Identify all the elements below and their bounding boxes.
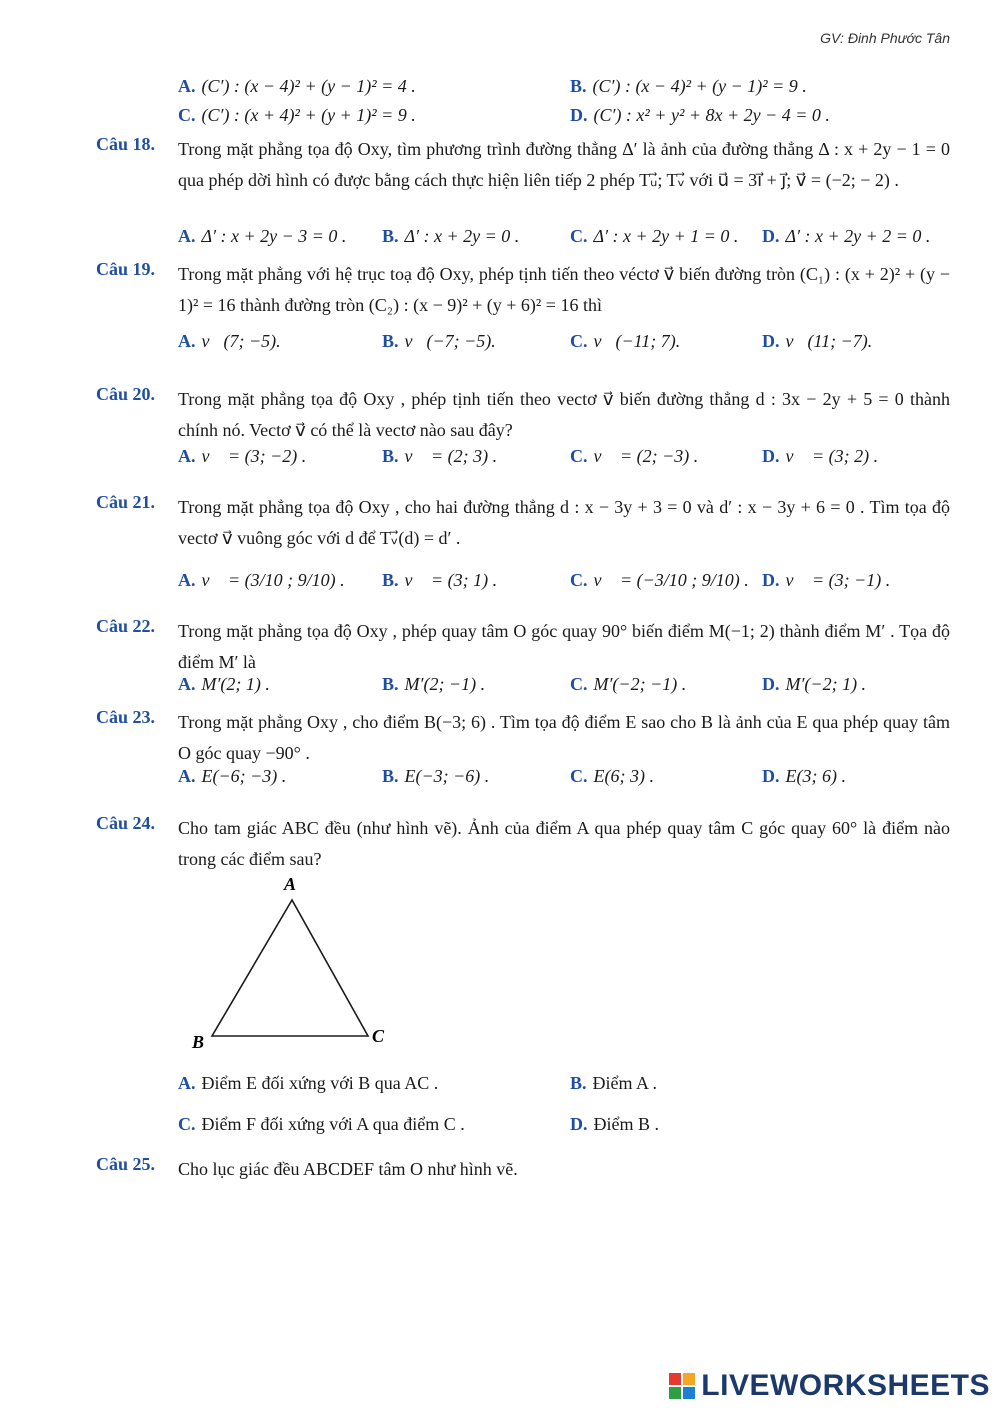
q24-option-d[interactable]: D. Điểm B . [570, 1114, 659, 1134]
logo-square [683, 1373, 695, 1385]
q22-option-a[interactable]: A. M′(2; 1) . [178, 674, 270, 694]
question-text: Trong mặt phẳng tọa độ Oxy , cho hai đường thẳng d : x − 3y + 3 = 0 và d′ : x − 3y + 6 = 0 . Tìm tọa độ vectơ v⃗ vuông góc với d để Tᵥ⃗(d) = d′ . [178, 497, 950, 548]
question-label: Câu 25. [96, 1154, 156, 1174]
q23-option-a[interactable]: A. E(−6; −3) . [178, 766, 287, 786]
q20-option-c[interactable]: C. v⃗ = (2; −3) . [570, 446, 699, 466]
q17-options-2 [178, 105, 978, 135]
q23-options [178, 766, 978, 796]
q20-option-d[interactable]: D. v⃗ = (3; 2) . [762, 446, 879, 466]
vertex-label-b: B [192, 1032, 205, 1052]
q23-option-d[interactable]: D. E(3; 6) . [762, 766, 846, 786]
question-18 [96, 134, 950, 196]
q19-option-c[interactable]: C. v⃗(−11; 7). [570, 331, 681, 351]
q18-option-d[interactable]: D. Δ′ : x + 2y + 2 = 0 . [762, 226, 931, 246]
q18-option-b[interactable]: B. Δ′ : x + 2y = 0 . [382, 226, 520, 246]
question-23 [96, 707, 950, 769]
question-label: Câu 22. [96, 616, 156, 636]
logo-square [683, 1387, 695, 1399]
q23-option-c[interactable]: C. E(6; 3) . [570, 766, 654, 786]
question-21 [96, 492, 950, 554]
logo-text: LIVEWORKSHEETS [701, 1369, 990, 1402]
q21-option-d[interactable]: D. v⃗ = (3; −1) . [762, 570, 891, 590]
question-label: Câu 19. [96, 259, 156, 279]
question-text: Cho lục giác đều ABCDEF tâm O như hình vẽ. [178, 1159, 518, 1179]
question-text: Trong mặt phẳng tọa độ Oxy , phép tịnh tiến theo vectơ v⃗ biến đường thẳng d : 3x − 2y + 5 = 0 thành chính nó. Vectơ v⃗ có thể là vectơ nào sau đây? [178, 389, 950, 440]
question-19 [96, 259, 950, 321]
q19-options [178, 331, 978, 361]
question-label: Câu 24. [96, 813, 156, 833]
logo-square [669, 1373, 681, 1385]
q22-option-b[interactable]: B. M′(2; −1) . [382, 674, 486, 694]
q22-options [178, 674, 978, 704]
question-22 [96, 616, 950, 678]
liveworksheets-logo [669, 1369, 990, 1403]
q20-option-a[interactable]: A. v⃗ = (3; −2) . [178, 446, 307, 466]
logo-mark-icon [669, 1373, 695, 1399]
q20-options [178, 446, 978, 476]
q24-options [178, 1073, 978, 1103]
question-text: Trong mặt phẳng tọa độ Oxy, tìm phương trình đường thẳng Δ′ là ảnh của đường thẳng Δ : x + 2y − 1 = 0 qua phép dời hình có được bằng cách thực hiện liên tiếp 2 phép Tᵤ⃗; Tᵥ⃗ với u⃗ = 3i⃗ + j⃗; v⃗ = (−2; − 2) . [178, 139, 950, 190]
author-header: GV: Đinh Phước Tân [820, 30, 950, 46]
triangle-figure [180, 870, 420, 1060]
question-label: Câu 18. [96, 134, 156, 154]
logo-square [669, 1387, 681, 1399]
q19-option-a[interactable]: A. v⃗(7; −5). [178, 331, 281, 351]
question-label: Câu 20. [96, 384, 156, 404]
q17-option-b[interactable]: B. (C′) : (x − 4)² + (y − 1)² = 9 . [570, 76, 807, 96]
q21-options [178, 570, 978, 600]
triangle-abc [212, 900, 368, 1036]
q24-option-c[interactable]: C. Điểm F đối xứng với A qua điểm C . [178, 1114, 465, 1134]
q17-option-a[interactable]: A. (C′) : (x − 4)² + (y − 1)² = 4 . [178, 76, 416, 96]
vertex-label-a: A [284, 874, 297, 894]
q21-option-b[interactable]: B. v⃗ = (3; 1) . [382, 570, 498, 590]
question-text: Trong mặt phẳng với hệ trục toạ độ Oxy, phép tịnh tiến theo véctơ v⃗ biến đường tròn (C₁) : (x + 2)² + (y − 1)² = 16 thành đường tròn (C₂) : (x − 9)² + (y + 6)² = 16 thì [178, 264, 950, 315]
question-label: Câu 23. [96, 707, 156, 727]
q24-option-b[interactable]: B. Điểm A . [570, 1073, 658, 1093]
q20-option-b[interactable]: B. v⃗ = (2; 3) . [382, 446, 498, 466]
q17-options [178, 76, 978, 106]
q21-option-c[interactable]: C. v⃗ = (−3/10 ; 9/10) . [570, 570, 749, 590]
question-label: Câu 21. [96, 492, 156, 512]
q23-option-b[interactable]: B. E(−3; −6) . [382, 766, 490, 786]
question-24 [96, 813, 950, 875]
question-text: Trong mặt phẳng tọa độ Oxy , phép quay tâm O góc quay 90° biến điểm M(−1; 2) thành điểm M′ . Tọa độ điểm M′ là [178, 621, 950, 672]
question-20 [96, 384, 950, 446]
q17-option-d[interactable]: D. (C′) : x² + y² + 8x + 2y − 4 = 0 . [570, 105, 830, 125]
q24-option-a[interactable]: A. Điểm E đối xứng với B qua AC . [178, 1073, 439, 1093]
q17-option-c[interactable]: C. (C′) : (x + 4)² + (y + 1)² = 9 . [178, 105, 416, 125]
q18-options [178, 226, 978, 256]
q21-option-a[interactable]: A. v⃗ = (3/10 ; 9/10) . [178, 570, 345, 590]
q24-options-2 [178, 1114, 978, 1144]
q22-option-d[interactable]: D. M′(−2; 1) . [762, 674, 867, 694]
question-text: Cho tam giác ABC đều (như hình vẽ). Ảnh của điểm A qua phép quay tâm C góc quay 60° là điểm nào trong các điểm sau? [178, 818, 950, 869]
question-text: Trong mặt phẳng Oxy , cho điểm B(−3; 6) . Tìm tọa độ điểm E sao cho B là ảnh của E qua phép quay tâm O góc quay −90° . [178, 712, 950, 763]
q18-option-a[interactable]: A. Δ′ : x + 2y − 3 = 0 . [178, 226, 347, 246]
question-25 [96, 1154, 950, 1185]
vertex-label-c: C [372, 1026, 385, 1046]
q18-option-c[interactable]: C. Δ′ : x + 2y + 1 = 0 . [570, 226, 739, 246]
q19-option-d[interactable]: D. v⃗(11; −7). [762, 331, 873, 351]
q19-option-b[interactable]: B. v⃗(−7; −5). [382, 331, 496, 351]
q22-option-c[interactable]: C. M′(−2; −1) . [570, 674, 687, 694]
